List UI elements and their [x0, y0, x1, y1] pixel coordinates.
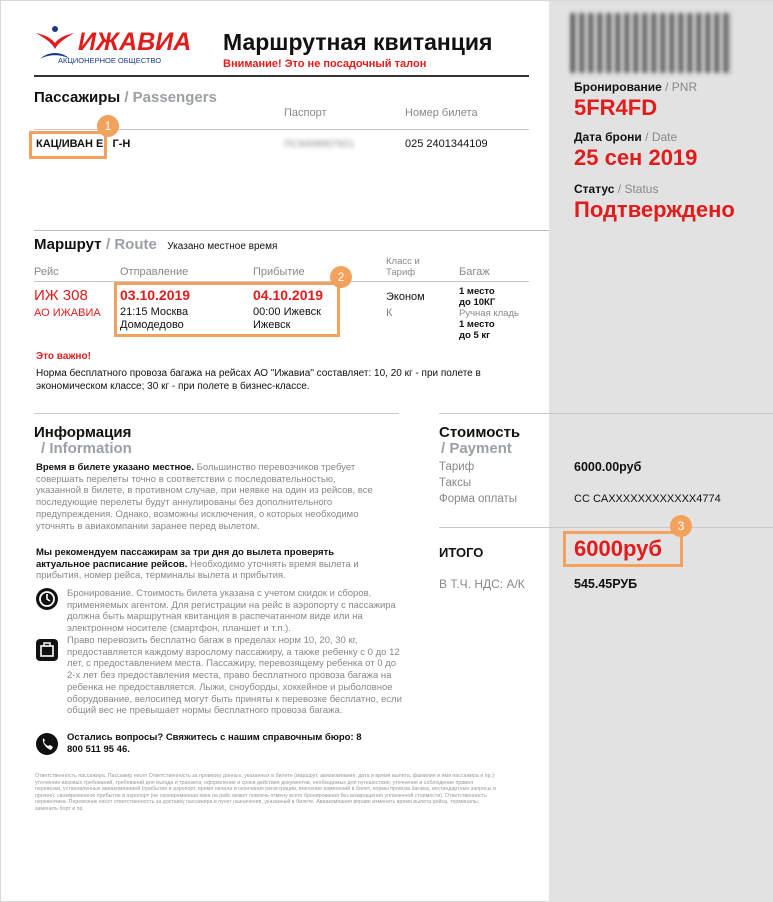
- total-amount: 6000руб: [574, 536, 662, 561]
- col-baggage: Багаж: [459, 266, 490, 278]
- arrival-time-city: 00:00 Ижевск: [253, 306, 321, 318]
- passport-number: ПС9408957921: [284, 139, 355, 150]
- booking-status: Подтверждено: [574, 197, 735, 222]
- payment-divider: [439, 413, 773, 414]
- annotation-badge-2: 2: [330, 266, 352, 288]
- phone-icon: [36, 733, 58, 755]
- important-title: Это важно!: [36, 351, 91, 362]
- departure-date: 03.10.2019: [120, 287, 191, 303]
- col-flight: Рейс: [34, 266, 59, 278]
- payment-heading-en: / Payment: [441, 440, 512, 457]
- info-paragraph-1: Время в билете указано местное. Большинство перевозчиков требует совершать перелеты точно в соответствии с последовательностью, указанной в билете, в противном случае, при неявке на один из рейсов, все последующие перелеты будут аннулированы без дополнительного предупреждения. Однако, возможны исключения, о которых необходимо уточнять в авиакомпании заранее перед вылетом.: [36, 462, 373, 532]
- departure-airport: Домодедово: [120, 319, 184, 331]
- col-departure: Отправление: [120, 266, 189, 278]
- pnr-code: 5FR4FD: [574, 95, 658, 120]
- arrival-airport: Ижевск: [253, 319, 291, 331]
- annotation-marker-3: [563, 531, 683, 567]
- info-paragraph-booking: Бронирование. Стоимость билета указана с учетом скидок и сборов, применяемых агентом. Для регистрации на рейс в аэропорту с пассажира должна быть маршрутная квитанция в распечатанном виде или на электронном носителе (смартфон, планшет и т.п.).: [67, 588, 396, 635]
- vat-amount: 545.45РУБ: [574, 577, 638, 591]
- total-divider: [439, 527, 773, 528]
- info-paragraph-baggage: Право перевозить бесплатно багаж в пределах норм 10, 20, 30 кг, предоставляется каждому взрослому пассажиру, а также ребенку с 0 до 12 лет, с предоставлением места. Пассажиру, перевозящему ребенка от 0 до 2-х лет без предоставления места, право бесплатного провоза багажа на ребенка не предоставляется. Лыжи, сноуборды, хоккейное и рыболовное оборудование, велосипед могут быть приняты к перевозке бесплатно, если общий вес не превышает нормы бесплатного провоза багажа.: [67, 635, 402, 717]
- fine-print: Ответственность пассажира. Пассажир несет Ответственность за проверку данных, указанных в билете (маршрут, авиакомпания, дата и время вылета, фамилия и имя пассажира и пр.); уточнение визовых требований, требований для въезда и транзита; оформление и сроки действия документов, необходимых для путешествия; уточнение и соблюдение правил перевозки, установленных авиакомпанией (прибытие в аэропорт, время начала и окончания регистрации, внесение изменений в билет, нормы провоза багажа, нестандартные запросы и прочее); своевременное прибытие в аэропорт (не своевременная явка на рейс может повлечь отмену всего бронирования без возвращения уплаченной стоимости). Ответственность перевозчика. Перевозчик несет ответственность за доставку пассажира в пункт назначения, указанный в билете. Авиакомпания вправе изменить время вылета рейса, терминалы, заменить борт и пр.: [35, 773, 496, 812]
- status-label: Статус / Status: [574, 182, 659, 196]
- total-label: ИТОГО: [439, 545, 484, 560]
- hand-luggage-label: Ручная кладь: [459, 308, 519, 319]
- header-divider: [34, 75, 529, 77]
- passengers-heading: Пассажиры / Passengers: [34, 89, 217, 106]
- tariff-label: Тариф: [439, 461, 475, 473]
- passport-column-label: Паспорт: [284, 107, 327, 119]
- logo: [34, 25, 194, 65]
- departure-time-city: 21:15 Москва: [120, 306, 189, 318]
- info-divider: [34, 413, 399, 414]
- contact-text: Остались вопросы? Свяжитесь с нашим справочным бюро: 8 800 511 95 46.: [67, 732, 362, 755]
- annotation-badge-1: 1: [97, 115, 119, 137]
- booking-date: 25 сен 2019: [574, 145, 698, 170]
- arrival-date: 04.10.2019: [253, 287, 324, 303]
- boarding-warning: Внимание! Это не посадочный талон: [223, 58, 427, 70]
- route-heading: Маршрут / Route Указано местное время: [34, 236, 278, 253]
- payment-method-label: Форма оплаты: [439, 493, 518, 505]
- fare-class: Эконом: [386, 291, 425, 303]
- info-heading-en: / Information: [41, 440, 132, 457]
- ticket-number: 025 2401344109: [405, 138, 488, 150]
- important-text: Норма бесплатного провоза багажа на рейсах АО "Ижавиа" составляет: 10, 20 кг - при полете в экономическом классе; 30 кг - при полете в бизнес-классе.: [36, 368, 481, 392]
- logo-text: ИЖАВИА: [78, 28, 192, 56]
- annotation-marker-1: [29, 131, 107, 159]
- airline-name: АО ИЖАВИА: [34, 307, 101, 319]
- ticket-column-label: Номер билета: [405, 107, 478, 119]
- payment-heading: Стоимость: [439, 424, 521, 441]
- vat-label: В Т.Ч. НДС: А/К: [439, 577, 525, 591]
- info-heading: Информация: [34, 424, 132, 441]
- clock-icon: [36, 588, 58, 610]
- payment-method: CC CAXXXXXXXXXXXX4774: [574, 493, 721, 505]
- luggage-icon: [36, 639, 58, 661]
- taxes-label: Таксы: [439, 477, 472, 489]
- fare-code: К: [386, 307, 393, 319]
- baggage-allowance: 1 место до 10КГ: [459, 286, 496, 308]
- passenger-name: КАЦ/ИВАН Е Г-Н: [36, 138, 131, 150]
- tariff-value: 6000.00руб: [574, 460, 642, 474]
- pnr-label: Бронирование / PNR: [574, 80, 698, 94]
- annotation-marker-2: [114, 282, 340, 337]
- hand-luggage-allowance: 1 место до 5 кг: [459, 319, 495, 341]
- route-top-divider: [34, 230, 549, 231]
- flight-number: ИЖ 308: [34, 287, 88, 304]
- barcode: [571, 13, 731, 73]
- document-title: Маршрутная квитанция: [223, 29, 493, 55]
- col-class: Класс и Тариф: [386, 256, 420, 278]
- logo-subtext: АКЦИОНЕРНОЕ ОБЩЕСТВО: [58, 56, 162, 65]
- info-paragraph-2: Мы рекомендуем пассажирам за три дня до вылета проверять актуальное расписание рейсов. Необходимо уточнять время вылета и прибытия, номер рейса, терминалы вылета и прибытия.: [36, 547, 359, 582]
- booking-date-label: Дата брони / Date: [574, 130, 678, 144]
- col-arrival: Прибытие: [253, 266, 305, 278]
- annotation-badge-3: 3: [670, 515, 692, 537]
